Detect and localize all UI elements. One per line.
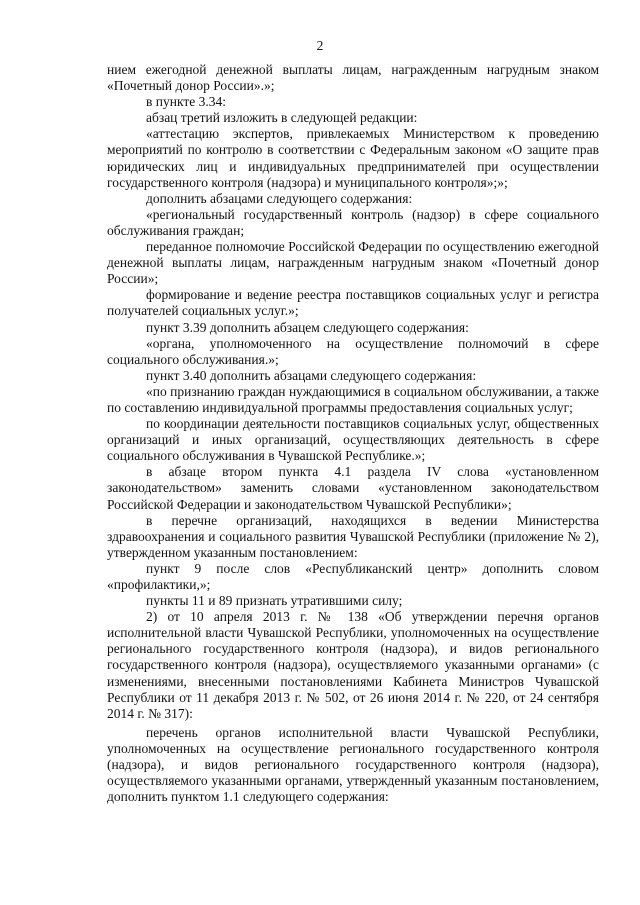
paragraph: 2) от 10 апреля 2013 г. № 138 «Об утверждении перечня органов исполнительной власти Чувашской Республики, уполномоченных на осуществление регионального государственного контроля (надзора), и видов регионального государственного контроля (надзора), осуществляемого указанными органами» (с изменениями, внесенными постановлениями Кабинета Министров Чувашской Республики от 11 декабря 2013 г. № 502, от 26 июня 2014 г. № 220, от 24 сентября 2014 г. № 317): (107, 609, 599, 721)
paragraph: «региональный государственный контроль (надзор) в сфере социального обслуживания граждан; (107, 206, 599, 238)
paragraph: «органа, уполномоченного на осуществление полномочий в сфере социального обслуживания.»; (107, 335, 599, 367)
paragraph: «по признанию граждан нуждающимися в социальном обслуживании, а также по составлению индивидуальной программы предоставления социальных услуг; (107, 383, 599, 415)
paragraph: пункт 3.40 дополнить абзацами следующего содержания: (146, 367, 477, 383)
paragraph: формирование и ведение реестра поставщиков социальных услуг и регистра получателей социальных услуг.»; (107, 287, 599, 319)
paragraph: нием ежегодной денежной выплаты лицам, награжденным нагрудным знаком «Почетный донор России».»; (107, 62, 599, 94)
paragraph: в перечне организаций, находящихся в ведении Министерства здравоохранения и социального развития Чувашской Республики (приложение № 2), утвержденном указанным постановлением: (107, 512, 599, 560)
paragraph: перечень органов исполнительной власти Чувашской Республики, уполномоченных на осуществление регионального государственного контроля (надзора), и видов регионального государственного контроля (надзора), осуществляемого указанными органами, утвержденный указанным постановлением, дополнить пунктом 1.1 следующего содержания: (107, 724, 599, 805)
paragraph: в абзаце втором пункта 4.1 раздела IV слова «установленном законодательством» заменить словами «установленном законодательством Российской Федерации и законодательством Чувашской Республики»; (107, 464, 599, 512)
paragraph: в пункте 3.34: (146, 94, 226, 110)
paragraph: переданное полномочие Российской Федерации по осуществлению ежегодной денежной выплаты лицам, награжденным нагрудным знаком «Почетный донор России»; (107, 239, 599, 287)
paragraph: пункты 11 и 89 признать утратившими силу; (146, 593, 403, 609)
paragraph: по координации деятельности поставщиков социальных услуг, общественных организаций и иных организаций, осуществляющих деятельность в сфере социального обслуживания в Чувашской Республике.»; (107, 416, 599, 464)
page-number: 2 (316, 38, 324, 53)
paragraph: «аттестацию экспертов, привлекаемых Министерством к проведению мероприятий по контролю в соответствии с Федеральным законом «О защите прав юридических лиц и индивидуальных предпринимателей при осуществлении государственного контроля (надзора) и муниципального контроля»;»; (107, 126, 599, 190)
paragraph: пункт 9 после слов «Республиканский центр» дополнить словом «профилактики,»; (107, 560, 599, 592)
paragraph: пункт 3.39 дополнить абзацем следующего содержания: (146, 319, 469, 335)
paragraph: дополнить абзацами следующего содержания: (146, 190, 413, 206)
paragraph: абзац третий изложить в следующей редакции: (146, 110, 418, 126)
document-body (107, 62, 599, 805)
